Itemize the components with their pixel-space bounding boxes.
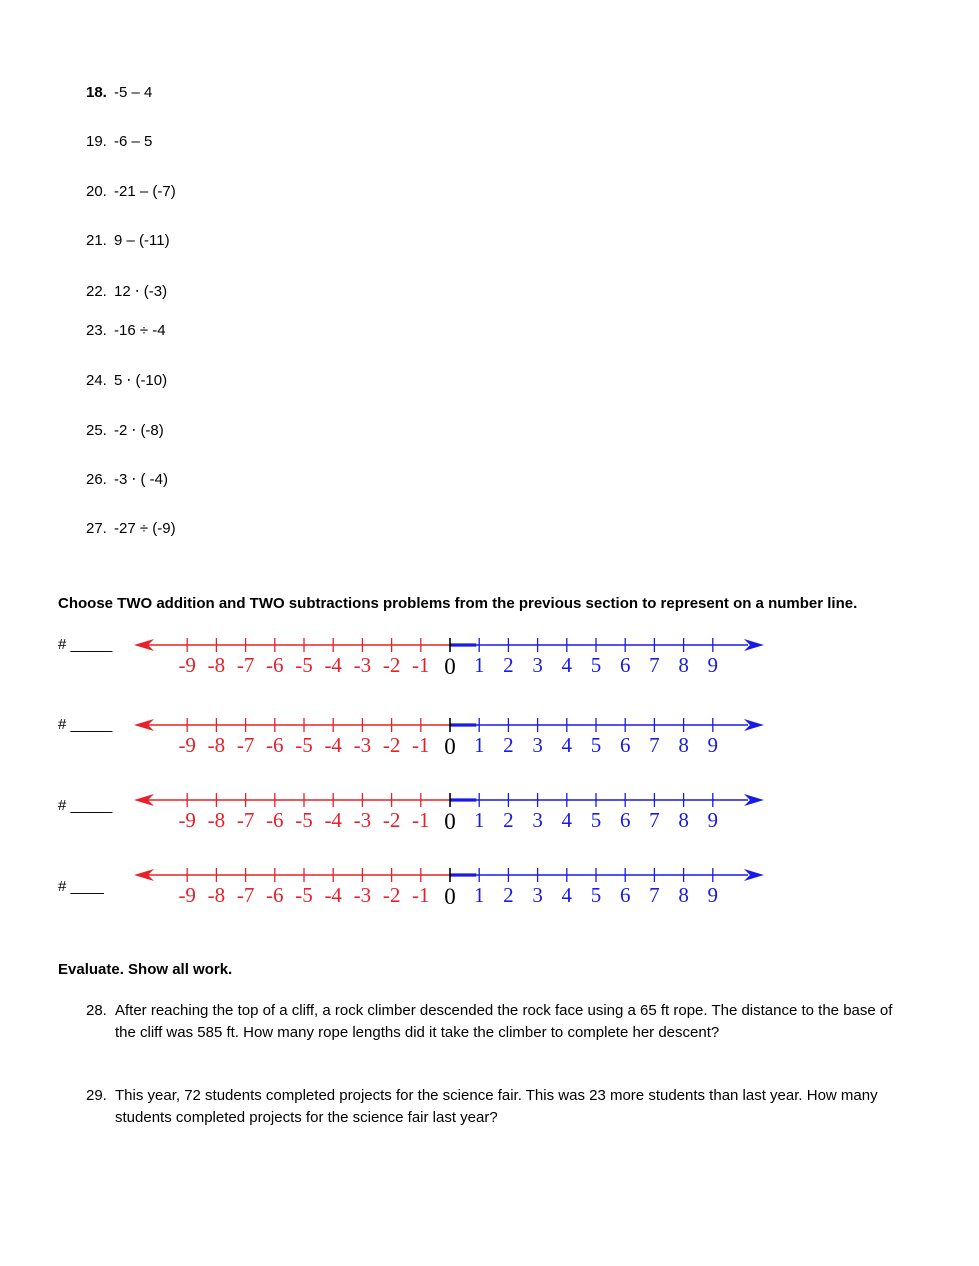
tick-label: 9 bbox=[707, 808, 719, 832]
tick-label: -9 bbox=[178, 883, 196, 907]
tick-label: 4 bbox=[561, 883, 573, 907]
problem-expression: -2 ⋅ (-8) bbox=[114, 422, 164, 439]
number-line-label-4[interactable]: # ____ bbox=[58, 878, 104, 895]
tick-label: -8 bbox=[207, 733, 226, 757]
number-line-heading: Choose TWO addition and TWO subtractions problems from the previous section to represent on a number line. bbox=[58, 595, 858, 612]
tick-label: 8 bbox=[678, 653, 689, 677]
tick-label: -5 bbox=[295, 653, 313, 677]
tick-label: 6 bbox=[619, 733, 631, 757]
tick-label: 7 bbox=[649, 653, 660, 677]
tick-label: -3 bbox=[353, 653, 372, 677]
tick-label: -9 bbox=[178, 808, 196, 832]
number-line-label-2[interactable]: # _____ bbox=[58, 716, 113, 733]
number-line-4 bbox=[130, 861, 770, 911]
problem-expression: -16 ÷ -4 bbox=[114, 322, 166, 339]
tick-label: -3 bbox=[353, 808, 372, 832]
tick-label: 3 bbox=[532, 653, 543, 677]
problem-25 bbox=[86, 421, 164, 439]
tick-label: -4 bbox=[324, 883, 342, 907]
tick-label: -7 bbox=[236, 883, 255, 907]
number-line-3 bbox=[130, 786, 770, 836]
tick-label: 7 bbox=[649, 883, 660, 907]
tick-label: 4 bbox=[561, 653, 573, 677]
problem-23 bbox=[86, 322, 166, 339]
tick-label: -1 bbox=[412, 808, 430, 832]
tick-label: 9 bbox=[707, 653, 719, 677]
problem-number: 24. bbox=[86, 372, 107, 389]
tick-label: 9 bbox=[707, 883, 719, 907]
tick-label: 6 bbox=[619, 653, 631, 677]
tick-label: 5 bbox=[590, 733, 602, 757]
tick-label: 3 bbox=[532, 733, 543, 757]
problem-expression: 5 ⋅ (-10) bbox=[114, 372, 168, 389]
problem-27 bbox=[86, 520, 176, 537]
problem-number: 25. bbox=[86, 422, 107, 439]
word-problem-29 bbox=[86, 1085, 916, 1129]
tick-label: 2 bbox=[503, 653, 514, 677]
tick-label: -1 bbox=[412, 883, 430, 907]
tick-label: -3 bbox=[353, 883, 372, 907]
tick-label: -6 bbox=[266, 883, 284, 907]
tick-label: -8 bbox=[207, 883, 226, 907]
tick-label: 4 bbox=[561, 808, 573, 832]
problem-number: 22. bbox=[86, 283, 107, 300]
problem-text: This year, 72 students completed projects for the science fair. This was 23 more students than last year. How many students completed projects for the science fair last year? bbox=[115, 1087, 878, 1126]
evaluate-heading: Evaluate. Show all work. bbox=[58, 961, 233, 978]
problem-22 bbox=[86, 282, 167, 300]
tick-label: 1 bbox=[473, 733, 485, 757]
problem-expression: -27 ÷ (-9) bbox=[114, 520, 176, 537]
tick-label: 1 bbox=[473, 808, 485, 832]
number-line-1 bbox=[130, 631, 770, 681]
problem-expression: -5 – 4 bbox=[114, 84, 153, 101]
problem-number: 28. bbox=[86, 1002, 107, 1019]
tick-label: 4 bbox=[561, 733, 573, 757]
problem-number: 21. bbox=[86, 232, 107, 249]
tick-label: -9 bbox=[178, 733, 196, 757]
problem-number: 26. bbox=[86, 471, 107, 488]
tick-label: -4 bbox=[324, 733, 342, 757]
tick-label: -5 bbox=[295, 808, 313, 832]
problem-24 bbox=[86, 371, 167, 389]
tick-label: -4 bbox=[324, 653, 342, 677]
problem-19 bbox=[86, 133, 152, 150]
tick-label: -1 bbox=[412, 733, 430, 757]
problem-number: 29. bbox=[86, 1087, 107, 1104]
problem-21 bbox=[86, 232, 170, 249]
problem-expression: -21 – (-7) bbox=[114, 183, 176, 200]
tick-label: -6 bbox=[266, 733, 284, 757]
tick-label-zero: 0 bbox=[444, 654, 456, 679]
tick-label: -7 bbox=[236, 653, 255, 677]
tick-label: -7 bbox=[236, 733, 255, 757]
tick-label: 9 bbox=[707, 733, 719, 757]
number-line-label-1[interactable]: # _____ bbox=[58, 636, 113, 653]
problem-expression: 9 – (-11) bbox=[114, 232, 170, 249]
tick-label: -4 bbox=[324, 808, 342, 832]
tick-label: -6 bbox=[266, 653, 284, 677]
tick-label: 7 bbox=[649, 808, 660, 832]
tick-label-zero: 0 bbox=[444, 809, 456, 834]
problem-20 bbox=[86, 183, 176, 200]
tick-label: 6 bbox=[619, 883, 631, 907]
tick-label: -2 bbox=[382, 883, 401, 907]
tick-label: -2 bbox=[382, 808, 401, 832]
problem-26 bbox=[86, 470, 168, 488]
tick-label: 7 bbox=[649, 733, 660, 757]
tick-label: -8 bbox=[207, 653, 226, 677]
number-line-2 bbox=[130, 711, 770, 761]
tick-label: -7 bbox=[236, 808, 255, 832]
tick-label: 5 bbox=[590, 653, 602, 677]
problem-18 bbox=[86, 84, 152, 101]
problem-text: After reaching the top of a cliff, a rock climber descended the rock face using a 65 ft rope. The distance to the base of the cliff was 585 ft. How many rope lengths did it take the climber to complete her descent? bbox=[115, 1002, 893, 1041]
tick-label: 8 bbox=[678, 808, 689, 832]
tick-label: 2 bbox=[503, 883, 514, 907]
tick-label: 3 bbox=[532, 883, 543, 907]
tick-label: 6 bbox=[619, 808, 631, 832]
tick-label: 1 bbox=[473, 883, 485, 907]
tick-label: 2 bbox=[503, 808, 514, 832]
problem-number: 18. bbox=[86, 84, 107, 101]
problem-number: 20. bbox=[86, 183, 107, 200]
tick-label-zero: 0 bbox=[444, 884, 456, 909]
tick-label: 8 bbox=[678, 733, 689, 757]
tick-label-zero: 0 bbox=[444, 734, 456, 759]
tick-label: -5 bbox=[295, 883, 313, 907]
tick-label: 8 bbox=[678, 883, 689, 907]
tick-label: 5 bbox=[590, 808, 602, 832]
tick-label: -8 bbox=[207, 808, 226, 832]
tick-label: -6 bbox=[266, 808, 284, 832]
tick-label: -3 bbox=[353, 733, 372, 757]
problem-number: 19. bbox=[86, 133, 107, 150]
tick-label: 3 bbox=[532, 808, 543, 832]
tick-label: -5 bbox=[295, 733, 313, 757]
tick-label: -1 bbox=[412, 653, 430, 677]
problem-number: 27. bbox=[86, 520, 107, 537]
problem-expression: 12 ⋅ (-3) bbox=[114, 283, 168, 300]
word-problem-28 bbox=[86, 1000, 916, 1044]
tick-label: 1 bbox=[473, 653, 485, 677]
problem-expression: -3 ⋅ ( -4) bbox=[114, 471, 168, 488]
tick-label: -9 bbox=[178, 653, 196, 677]
problem-number: 23. bbox=[86, 322, 107, 339]
tick-label: -2 bbox=[382, 733, 401, 757]
problem-expression: -6 – 5 bbox=[114, 133, 153, 150]
tick-label: -2 bbox=[382, 653, 401, 677]
number-line-label-3[interactable]: # _____ bbox=[58, 797, 113, 814]
tick-label: 5 bbox=[590, 883, 602, 907]
tick-label: 2 bbox=[503, 733, 514, 757]
